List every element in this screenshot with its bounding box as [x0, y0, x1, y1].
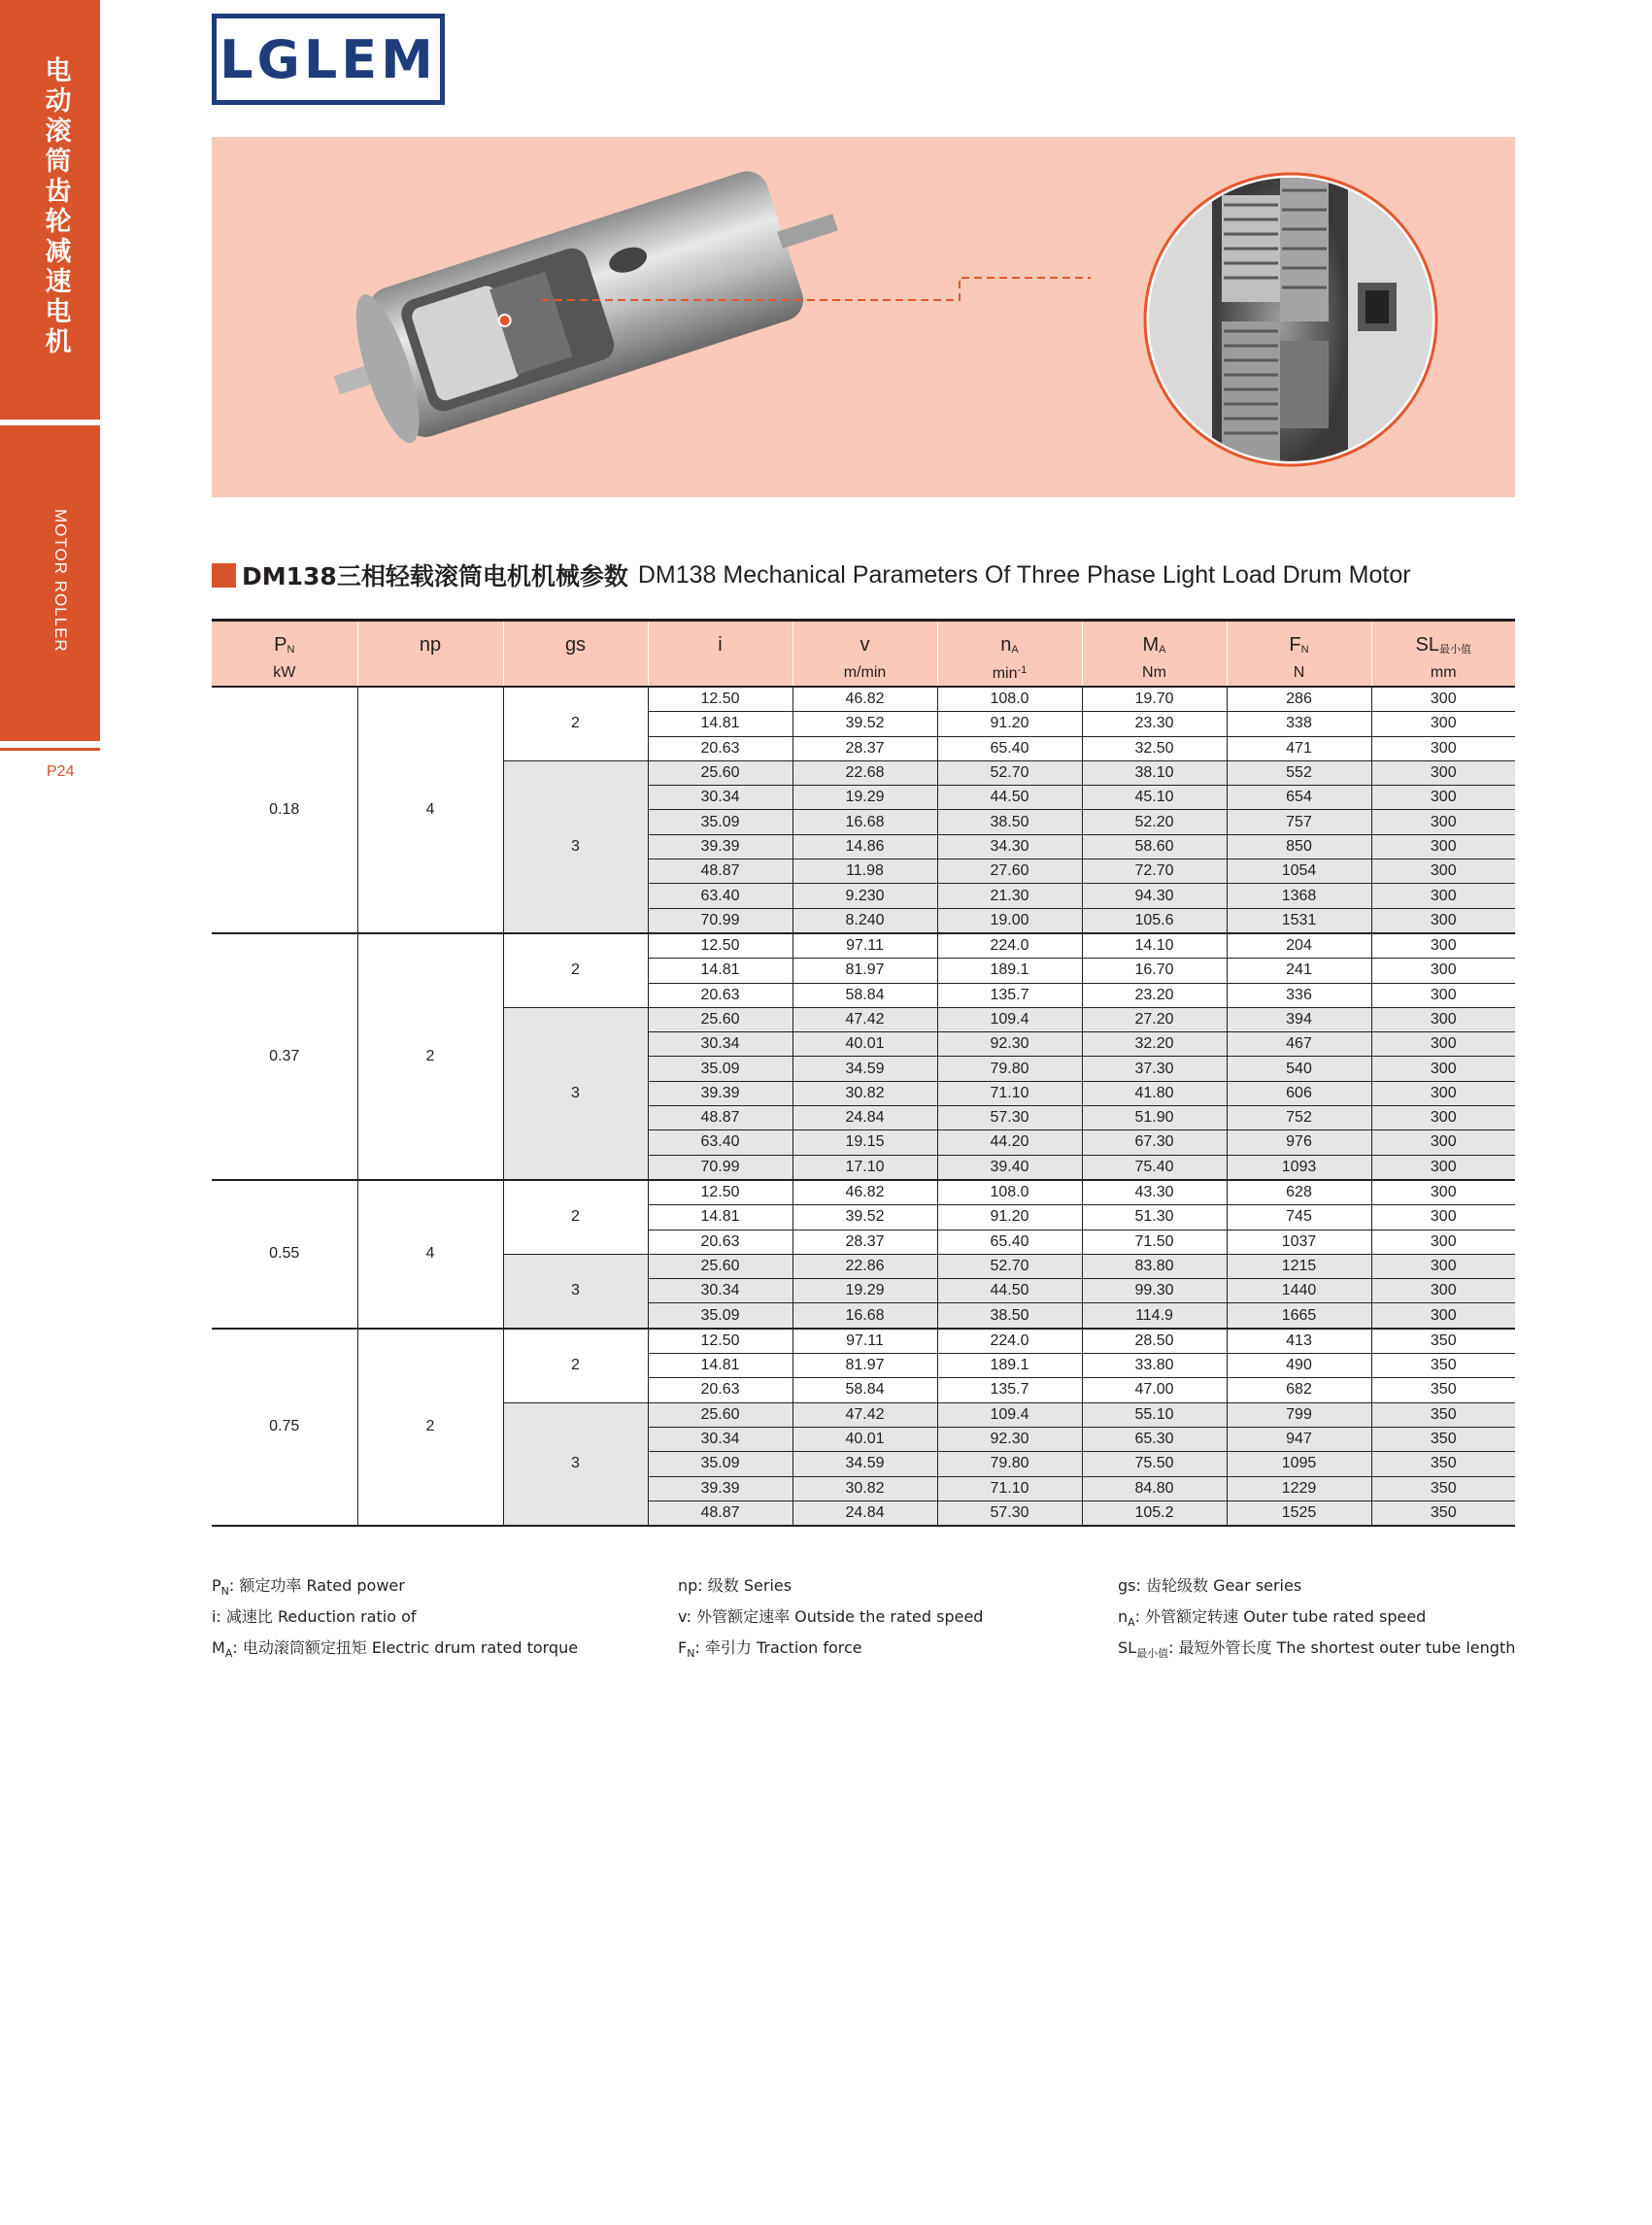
cell-ma: 38.10 [1082, 760, 1227, 785]
cell-na: 44.20 [937, 1130, 1082, 1155]
cell-i: 48.87 [648, 1106, 792, 1130]
cell-sl: 300 [1371, 908, 1515, 933]
cell-ma: 43.30 [1082, 1180, 1227, 1205]
cell-v: 30.82 [792, 1081, 937, 1105]
cell-na: 135.7 [937, 983, 1082, 1007]
cell-fn: 241 [1227, 959, 1371, 983]
cell-pn: 0.18 [212, 687, 357, 933]
cell-gs: 3 [503, 760, 648, 933]
cell-i: 20.63 [648, 736, 792, 760]
cell-i: 48.87 [648, 860, 792, 884]
cell-na: 38.50 [937, 810, 1082, 834]
brand-logo [212, 14, 445, 105]
cell-v: 39.52 [792, 1205, 937, 1230]
cell-sl: 300 [1371, 1254, 1515, 1278]
cell-na: 71.10 [937, 1476, 1082, 1500]
legend-item-na: $n_A$: 外管额定转速 Outer tube rated speed [1118, 1607, 1427, 1630]
cell-fn: 799 [1227, 1402, 1371, 1427]
cell-sl: 300 [1371, 736, 1515, 760]
cell-pn: 0.55 [212, 1180, 357, 1329]
unit-fn: N [1227, 664, 1371, 687]
cell-gs: 2 [503, 933, 648, 1007]
cell-v: 47.42 [792, 1402, 937, 1427]
cell-ma: 32.50 [1082, 736, 1227, 760]
legend [212, 1573, 1515, 1667]
cell-na: 92.30 [937, 1032, 1082, 1057]
cell-i: 30.34 [648, 1032, 792, 1057]
mechanical-parameters-table [212, 619, 1515, 1527]
cell-v: 19.29 [792, 786, 937, 810]
cell-ma: 23.20 [1082, 983, 1227, 1007]
cell-fn: 1229 [1227, 1476, 1371, 1500]
cell-ma: 28.50 [1082, 1329, 1227, 1354]
header-pn: $P_N$ [212, 621, 357, 665]
legend-item-sl: $SL_{最小值}$: 最短外管长度 The shortest outer tube length [1118, 1638, 1516, 1661]
cell-sl: 300 [1371, 712, 1515, 736]
cell-na: 71.10 [937, 1081, 1082, 1105]
cell-i: 12.50 [648, 933, 792, 959]
cell-ma: 52.20 [1082, 810, 1227, 834]
unit-ma: Nm [1082, 664, 1227, 687]
sidebar-divider [0, 748, 100, 751]
cell-fn: 752 [1227, 1106, 1371, 1130]
legend-row [212, 1604, 1515, 1635]
header-fn: $F_N$ [1227, 621, 1371, 665]
cell-np: 2 [357, 1329, 503, 1526]
cell-v: 40.01 [792, 1032, 937, 1057]
unit-na: $\min^{-1}$ [937, 664, 1082, 687]
cell-i: 39.39 [648, 834, 792, 859]
cell-v: 16.68 [792, 810, 937, 834]
cell-gs: 2 [503, 687, 648, 760]
cell-ma: 33.80 [1082, 1354, 1227, 1378]
cell-i: 25.60 [648, 760, 792, 785]
cell-fn: 471 [1227, 736, 1371, 760]
table-row [212, 1180, 1515, 1205]
cell-v: 46.82 [792, 687, 937, 712]
cell-sl: 300 [1371, 687, 1515, 712]
table-header-row [212, 621, 1515, 665]
cell-fn: 338 [1227, 712, 1371, 736]
cell-sl: 350 [1371, 1329, 1515, 1354]
cell-sl: 300 [1371, 810, 1515, 834]
cell-v: 11.98 [792, 860, 937, 884]
cell-sl: 300 [1371, 1106, 1515, 1130]
cell-sl: 350 [1371, 1427, 1515, 1451]
legend-item-i: i: 减速比 Reduction ratio of [212, 1607, 417, 1626]
cell-na: 44.50 [937, 1279, 1082, 1303]
cell-fn: 1665 [1227, 1303, 1371, 1329]
cell-i: 14.81 [648, 1205, 792, 1230]
cell-sl: 300 [1371, 1230, 1515, 1254]
cell-ma: 45.10 [1082, 786, 1227, 810]
legend-item-fn: $F_N$: 牵引力 Traction force [678, 1638, 862, 1661]
cell-fn: 1095 [1227, 1452, 1371, 1476]
cell-ma: 99.30 [1082, 1279, 1227, 1303]
heading-en: DM138 Mechanical Parameters Of Three Phase Light Load Drum Motor [637, 560, 1411, 589]
cell-i: 14.81 [648, 1354, 792, 1378]
unit-i [648, 664, 792, 687]
table-body [212, 687, 1515, 1526]
cell-ma: 83.80 [1082, 1254, 1227, 1278]
cell-sl: 300 [1371, 1081, 1515, 1105]
cell-na: 21.30 [937, 884, 1082, 908]
cell-i: 35.09 [648, 1057, 792, 1081]
cell-i: 20.63 [648, 1230, 792, 1254]
cell-pn: 0.75 [212, 1329, 357, 1526]
cell-i: 70.99 [648, 1155, 792, 1180]
cell-v: 22.68 [792, 760, 937, 785]
header-ma: $M_A$ [1082, 621, 1227, 665]
cell-v: 9.230 [792, 884, 937, 908]
heading-square-icon [212, 563, 236, 588]
page-number: P24 [47, 763, 75, 780]
header-na: $n_A$ [937, 621, 1082, 665]
cell-np: 2 [357, 933, 503, 1180]
cell-na: 44.50 [937, 786, 1082, 810]
cell-i: 20.63 [648, 1378, 792, 1402]
cell-fn: 850 [1227, 834, 1371, 859]
cell-na: 52.70 [937, 760, 1082, 785]
cell-na: 65.40 [937, 736, 1082, 760]
legend-item-np: np: 级数 Series [678, 1576, 792, 1595]
cell-sl: 350 [1371, 1354, 1515, 1378]
legend-row [212, 1573, 1515, 1604]
cell-ma: 71.50 [1082, 1230, 1227, 1254]
cell-fn: 757 [1227, 810, 1371, 834]
cell-na: 27.60 [937, 860, 1082, 884]
cell-fn: 490 [1227, 1354, 1371, 1378]
cell-na: 108.0 [937, 1180, 1082, 1205]
cell-fn: 1368 [1227, 884, 1371, 908]
cell-na: 108.0 [937, 687, 1082, 712]
cell-na: 189.1 [937, 959, 1082, 983]
cell-v: 17.10 [792, 1155, 937, 1180]
cell-fn: 1440 [1227, 1279, 1371, 1303]
cell-np: 4 [357, 1180, 503, 1329]
heading-cn: DM138三相轻载滚筒电机机械参数 [242, 562, 628, 590]
cell-fn: 682 [1227, 1378, 1371, 1402]
cell-i: 20.63 [648, 983, 792, 1007]
cell-i: 63.40 [648, 1130, 792, 1155]
cell-fn: 606 [1227, 1081, 1371, 1105]
cell-fn: 413 [1227, 1329, 1371, 1354]
cell-v: 34.59 [792, 1452, 937, 1476]
cell-sl: 300 [1371, 760, 1515, 785]
table-unit-row [212, 664, 1515, 687]
cell-ma: 47.00 [1082, 1378, 1227, 1402]
cell-ma: 51.90 [1082, 1106, 1227, 1130]
cell-i: 30.34 [648, 786, 792, 810]
cell-ma: 14.10 [1082, 933, 1227, 959]
cell-na: 79.80 [937, 1057, 1082, 1081]
cell-v: 97.11 [792, 1329, 937, 1354]
cell-v: 14.86 [792, 834, 937, 859]
cell-i: 39.39 [648, 1476, 792, 1500]
cell-i: 35.09 [648, 1452, 792, 1476]
cell-v: 58.84 [792, 983, 937, 1007]
cell-na: 224.0 [937, 1329, 1082, 1354]
cell-ma: 16.70 [1082, 959, 1227, 983]
cell-ma: 75.40 [1082, 1155, 1227, 1180]
cell-fn: 1215 [1227, 1254, 1371, 1278]
table-row [212, 933, 1515, 959]
cell-v: 58.84 [792, 1378, 937, 1402]
cell-pn: 0.37 [212, 933, 357, 1180]
cell-v: 22.86 [792, 1254, 937, 1278]
cell-fn: 540 [1227, 1057, 1371, 1081]
cell-fn: 467 [1227, 1032, 1371, 1057]
legend-row [212, 1635, 1515, 1667]
cell-np: 4 [357, 687, 503, 933]
table-row [212, 687, 1515, 712]
cell-sl: 350 [1371, 1452, 1515, 1476]
sidebar-en-title: MOTOR ROLLER [51, 509, 70, 653]
legend-item-v: v: 外管额定速率 Outside the rated speed [678, 1607, 984, 1626]
cell-i: 12.50 [648, 1180, 792, 1205]
cell-sl: 300 [1371, 1057, 1515, 1081]
cell-v: 81.97 [792, 1354, 937, 1378]
cell-ma: 72.70 [1082, 860, 1227, 884]
cell-i: 25.60 [648, 1402, 792, 1427]
cell-fn: 286 [1227, 687, 1371, 712]
cell-v: 19.29 [792, 1279, 937, 1303]
cell-i: 14.81 [648, 712, 792, 736]
cell-ma: 105.6 [1082, 908, 1227, 933]
cell-sl: 300 [1371, 884, 1515, 908]
cell-na: 38.50 [937, 1303, 1082, 1329]
cell-v: 8.240 [792, 908, 937, 933]
cell-fn: 1525 [1227, 1500, 1371, 1526]
legend-item-ma: $M_A$: 电动滚筒额定扭矩 Electric drum rated torque [212, 1638, 579, 1661]
cell-i: 30.34 [648, 1279, 792, 1303]
cell-v: 39.52 [792, 712, 937, 736]
drum-motor-image [212, 137, 1515, 497]
cell-sl: 350 [1371, 1476, 1515, 1500]
unit-gs [503, 664, 648, 687]
cell-sl: 300 [1371, 1180, 1515, 1205]
sidebar-cn-title: 电动滚筒齿轮减速电机 [45, 56, 72, 357]
cell-na: 91.20 [937, 712, 1082, 736]
section-heading [212, 559, 1411, 590]
cell-ma: 65.30 [1082, 1427, 1227, 1451]
cell-ma: 105.2 [1082, 1500, 1227, 1526]
cell-ma: 84.80 [1082, 1476, 1227, 1500]
cell-v: 46.82 [792, 1180, 937, 1205]
cell-v: 47.42 [792, 1007, 937, 1031]
header-v: v [792, 621, 937, 665]
logo-text: LGLEM [219, 28, 437, 90]
cell-sl: 300 [1371, 1279, 1515, 1303]
header-sl: $SL_{最小值}$ [1371, 621, 1515, 665]
cell-na: 39.40 [937, 1155, 1082, 1180]
cell-sl: 300 [1371, 933, 1515, 959]
cell-na: 52.70 [937, 1254, 1082, 1278]
cell-sl: 300 [1371, 860, 1515, 884]
cell-i: 35.09 [648, 1303, 792, 1329]
legend-item-pn: $P_N$: 额定功率 Rated power [212, 1576, 405, 1599]
cell-na: 92.30 [937, 1427, 1082, 1451]
unit-sl: mm [1371, 664, 1515, 687]
cell-na: 79.80 [937, 1452, 1082, 1476]
cell-i: 30.34 [648, 1427, 792, 1451]
cell-fn: 654 [1227, 786, 1371, 810]
cell-na: 65.40 [937, 1230, 1082, 1254]
unit-pn: kW [212, 664, 357, 687]
cell-sl: 300 [1371, 834, 1515, 859]
cell-v: 34.59 [792, 1057, 937, 1081]
cell-na: 19.00 [937, 908, 1082, 933]
cell-fn: 1037 [1227, 1230, 1371, 1254]
cell-na: 189.1 [937, 1354, 1082, 1378]
cell-ma: 41.80 [1082, 1081, 1227, 1105]
unit-v: m/min [792, 664, 937, 687]
cell-ma: 51.30 [1082, 1205, 1227, 1230]
cell-na: 34.30 [937, 834, 1082, 859]
cell-fn: 976 [1227, 1130, 1371, 1155]
cell-ma: 32.20 [1082, 1032, 1227, 1057]
cell-sl: 300 [1371, 983, 1515, 1007]
cell-na: 57.30 [937, 1106, 1082, 1130]
cell-gs: 2 [503, 1180, 648, 1254]
cell-ma: 75.50 [1082, 1452, 1227, 1476]
cell-ma: 23.30 [1082, 712, 1227, 736]
cell-v: 24.84 [792, 1500, 937, 1526]
cell-i: 25.60 [648, 1007, 792, 1031]
cell-na: 224.0 [937, 933, 1082, 959]
cell-v: 97.11 [792, 933, 937, 959]
cell-gs: 3 [503, 1402, 648, 1526]
cell-ma: 94.30 [1082, 884, 1227, 908]
cell-v: 30.82 [792, 1476, 937, 1500]
table-row [212, 1329, 1515, 1354]
cell-v: 19.15 [792, 1130, 937, 1155]
cell-sl: 300 [1371, 1130, 1515, 1155]
cell-sl: 350 [1371, 1378, 1515, 1402]
cell-na: 109.4 [937, 1402, 1082, 1427]
cell-fn: 628 [1227, 1180, 1371, 1205]
cell-v: 24.84 [792, 1106, 937, 1130]
cell-fn: 745 [1227, 1205, 1371, 1230]
cell-na: 109.4 [937, 1007, 1082, 1031]
cell-i: 63.40 [648, 884, 792, 908]
cell-i: 25.60 [648, 1254, 792, 1278]
cell-i: 35.09 [648, 810, 792, 834]
unit-np [357, 664, 503, 687]
cell-fn: 204 [1227, 933, 1371, 959]
cell-sl: 350 [1371, 1402, 1515, 1427]
cell-sl: 300 [1371, 1303, 1515, 1329]
cell-fn: 336 [1227, 983, 1371, 1007]
cell-ma: 37.30 [1082, 1057, 1227, 1081]
cell-fn: 1054 [1227, 860, 1371, 884]
cell-i: 14.81 [648, 959, 792, 983]
cell-sl: 300 [1371, 786, 1515, 810]
cell-v: 40.01 [792, 1427, 937, 1451]
cell-fn: 1531 [1227, 908, 1371, 933]
cell-ma: 27.20 [1082, 1007, 1227, 1031]
cell-i: 70.99 [648, 908, 792, 933]
header-gs: gs [503, 621, 648, 665]
cell-fn: 947 [1227, 1427, 1371, 1451]
product-illustration [212, 137, 1515, 497]
cell-fn: 1093 [1227, 1155, 1371, 1180]
cell-fn: 394 [1227, 1007, 1371, 1031]
cell-sl: 350 [1371, 1500, 1515, 1526]
cell-i: 12.50 [648, 687, 792, 712]
cell-sl: 300 [1371, 1155, 1515, 1180]
cell-i: 12.50 [648, 1329, 792, 1354]
cell-sl: 300 [1371, 1032, 1515, 1057]
cell-ma: 114.9 [1082, 1303, 1227, 1329]
cell-ma: 58.60 [1082, 834, 1227, 859]
cell-ma: 19.70 [1082, 687, 1227, 712]
cell-na: 135.7 [937, 1378, 1082, 1402]
cell-sl: 300 [1371, 1007, 1515, 1031]
cell-gs: 3 [503, 1007, 648, 1180]
cell-sl: 300 [1371, 1205, 1515, 1230]
cell-na: 57.30 [937, 1500, 1082, 1526]
cell-i: 39.39 [648, 1081, 792, 1105]
header-np: np [357, 621, 503, 665]
cell-gs: 3 [503, 1254, 648, 1328]
header-i: i [648, 621, 792, 665]
cell-sl: 300 [1371, 959, 1515, 983]
cell-na: 91.20 [937, 1205, 1082, 1230]
cell-ma: 67.30 [1082, 1130, 1227, 1155]
cell-ma: 55.10 [1082, 1402, 1227, 1427]
cell-v: 28.37 [792, 1230, 937, 1254]
cell-v: 16.68 [792, 1303, 937, 1329]
cell-fn: 552 [1227, 760, 1371, 785]
cell-v: 28.37 [792, 736, 937, 760]
cell-gs: 2 [503, 1329, 648, 1402]
cell-i: 48.87 [648, 1500, 792, 1526]
cell-v: 81.97 [792, 959, 937, 983]
legend-item-gs: gs: 齿轮级数 Gear series [1118, 1576, 1302, 1595]
